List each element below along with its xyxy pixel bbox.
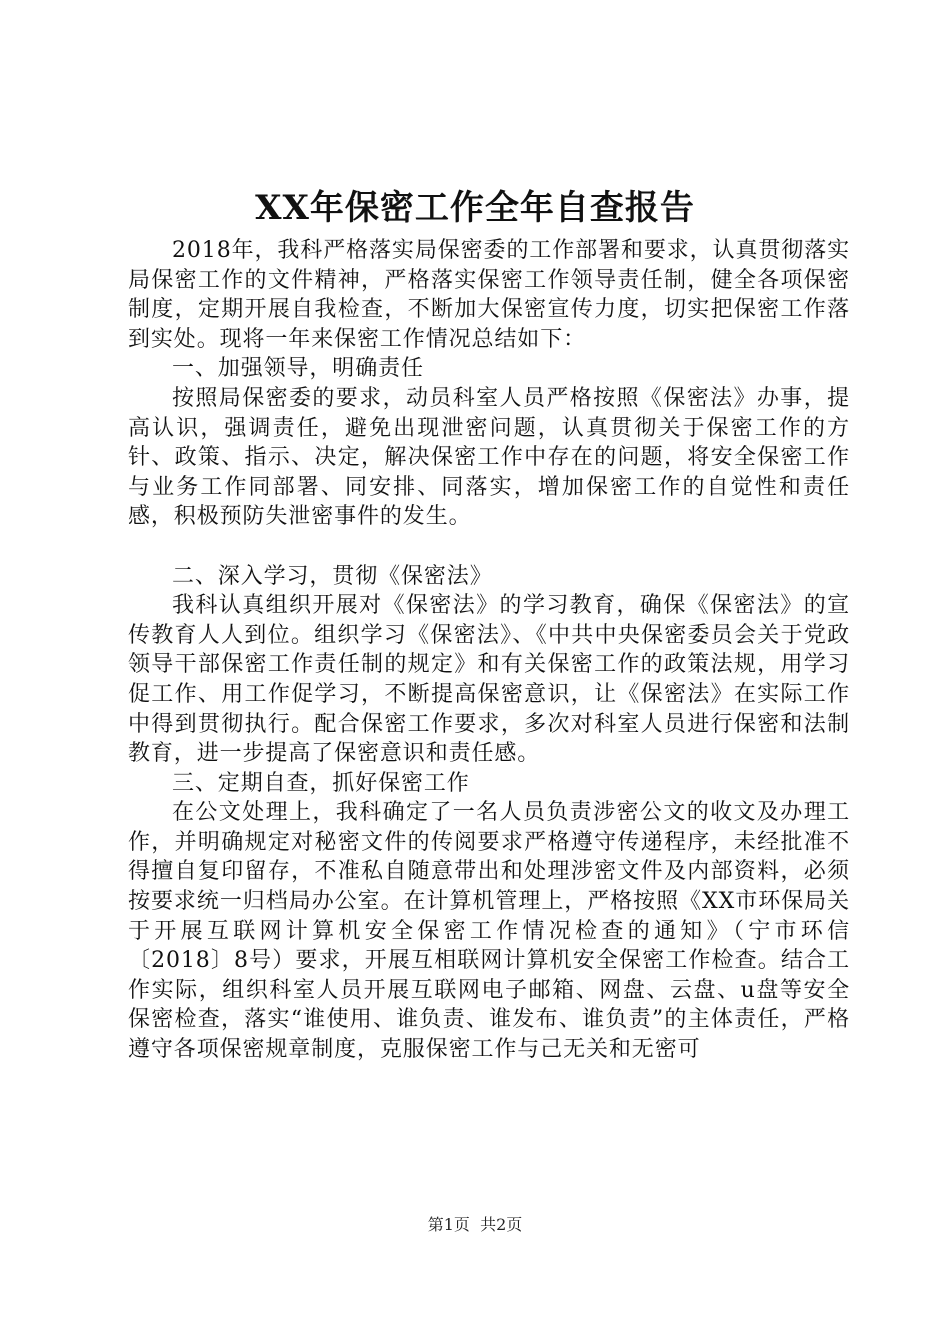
section-body-3: 在公文处理上，我科确定了一名人员负责涉密公文的收文及办理工作，并明确规定对秘密文件的传阅要求严格遵守传递程序，未经批准不得擅自复印留存，不准私自随意带出和处理涉密文件及内部资料，必须按要求统一归档局办公室。在计算机管理上，严格按照《XX市环保局关于开展互联网计算机安全保密工作情况检查的通知》（宁市环信〔2018〕8号）要求，开展互相联网计算机安全保密工作检查。结合工作实际，组织科室人员开展互联网电子邮箱、网盘、云盘、u盘等安全保密检查，落实“谁使用、谁负责、谁发布、谁负责”的主体责任，严格遵守各项保密规章制度，克服保密工作与己无关和无密可 [128, 800, 850, 1063]
page-total: 共2页 [480, 1215, 523, 1234]
section-body-1: 按照局保密委的要求，动员科室人员严格按照《保密法》办事，提高认识，强调责任，避免出现泄密问题，认真贯彻关于保密工作的方针、政策、指示、决定，解决保密工作中存在的问题，将安全保密工作与业务工作同部署、同安排、同落实，增加保密工作的自觉性和责任感，积极预防失泄密事件的发生。 [128, 385, 850, 530]
page-number: 第1页 [427, 1215, 470, 1234]
section-body-2: 我科认真组织开展对《保密法》的学习教育，确保《保密法》的宣传教育人人到位。组织学习《保密法》、《中共中央保密委员会关于党政领导干部保密工作责任制的规定》和有关保密工作的政策法规，用学习促工作、用工作促学习，不断提高保密意识，让《保密法》在实际工作中得到贯彻执行。配合保密工作要求，多次对科室人员进行保密和法制教育，进一步提高了保密意识和责任感。 [128, 593, 850, 767]
document-body [128, 236, 850, 1065]
section-heading-1: 一、加强领导，明确责任 [172, 356, 424, 382]
document-title: XX年保密工作全年自查报告 [255, 188, 695, 228]
intro-paragraph: 2018年，我科严格落实局保密委的工作部署和要求，认真贯彻落实局保密工作的文件精神，严格落实保密工作领导责任制，健全各项保密制度，定期开展自我检查，不断加大保密宣传力度，切实把保密工作落到实处。现将一年来保密工作情况总结如下： [128, 238, 850, 352]
page-footer [0, 1214, 950, 1236]
paragraph-gap [128, 532, 850, 562]
section-heading-2: 二、深入学习，贯彻《保密法》 [172, 563, 493, 589]
section-heading-3: 三、定期自查，抓好保密工作 [172, 770, 470, 796]
